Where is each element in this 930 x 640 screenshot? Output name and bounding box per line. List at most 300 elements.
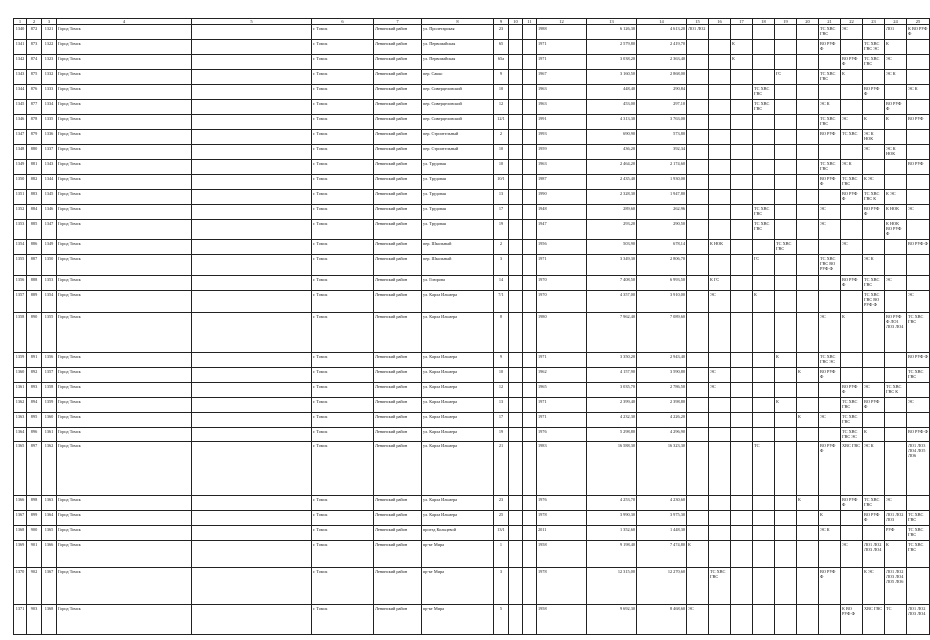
table-cell: 876 [27,85,42,100]
table-cell: К [775,353,797,368]
table-cell [509,25,523,40]
table-cell: ТС ХВС ГВС [907,526,930,541]
table-cell [841,568,863,605]
column-number: 21 [819,19,841,25]
table-cell [797,240,819,255]
table-cell: 4 157,90 [587,368,637,383]
table-cell: Ленинский район [374,605,422,635]
table-cell: ТС ХВС ГВС [753,100,775,115]
table-cell [192,511,312,526]
table-cell: г. Томск [312,85,374,100]
table-cell: 14 [494,276,509,291]
table-cell: 1971 [537,398,587,413]
table-cell: 878 [27,115,42,130]
table-cell: г. Томск [312,526,374,541]
table-cell: 3 590,80 [637,368,687,383]
table-cell: Город Томск [57,145,192,160]
table-cell: К ЭС [863,568,885,605]
table-cell: Ленинский район [374,100,422,115]
table-cell: 293,20 [587,220,637,240]
table-row [14,55,930,70]
table-cell: ул. Пролетарская [422,25,494,40]
table-cell: Город Томск [57,511,192,526]
table-cell [509,240,523,255]
table-cell: ул. Карла Ильмера [422,353,494,368]
table-cell [687,160,709,175]
table-cell: ТС ХВС ГВС [753,85,775,100]
table-cell: ул. Карла Ильмера [422,413,494,428]
table-cell: К [797,496,819,511]
table-cell [775,442,797,496]
table-cell: Ленинский район [374,496,422,511]
table-cell [709,70,731,85]
table-cell: Ленинский район [374,398,422,413]
table-cell: Город Томск [57,190,192,205]
table-cell: ЭС [907,398,930,413]
table-cell: К ЭС [885,190,907,205]
table-cell [775,276,797,291]
table-cell: г. Томск [312,313,374,353]
table-cell [192,40,312,55]
table-cell: г. Томск [312,70,374,85]
table-cell: 7 962,40 [587,313,637,353]
table-cell: К [775,398,797,413]
table-cell: ТС ХВС ГВС [907,313,930,353]
table-cell: 3 975,30 [637,511,687,526]
table-cell [819,291,841,313]
table-cell: Город Томск [57,25,192,40]
table-cell: 2 [494,130,509,145]
table-cell [775,413,797,428]
table-cell: ул. Гоюрова [422,276,494,291]
table-cell: пер. Строительный [422,145,494,160]
table-cell: 1971 [537,40,587,55]
table-cell: ЭС [819,220,841,240]
column-number: 12 [537,19,587,25]
table-cell: 3 160,50 [587,70,637,85]
table-cell: ТС ХВС ГВС [907,368,930,383]
table-cell [192,160,312,175]
table-cell [863,25,885,40]
table-cell: 1 930,00 [637,175,687,190]
table-cell: Ленинский район [374,205,422,220]
table-cell: 2 419,70 [637,40,687,55]
table-cell [819,276,841,291]
table-cell: 1971 [537,55,587,70]
table-cell [731,145,753,160]
table-cell [863,526,885,541]
table-cell [509,205,523,220]
table-cell: 1368 [14,526,27,541]
table-cell [509,442,523,496]
table-row [14,190,930,205]
table-cell: 884 [27,205,42,220]
table-cell [819,496,841,511]
table-cell [819,383,841,398]
column-number: 4 [57,19,192,25]
table-cell [753,313,775,353]
table-cell [523,413,537,428]
table-row [14,413,930,428]
table-cell [523,175,537,190]
table-cell [509,568,523,605]
table-cell: 1342 [14,55,27,70]
table-cell: г. Томск [312,541,374,568]
table-cell: 1350 [42,255,57,276]
table-cell: 1971 [537,353,587,368]
table-cell: 3 350,20 [587,353,637,368]
table-cell: пер. Сакко [422,70,494,85]
table-cell: г. Томск [312,255,374,276]
table-cell: ЭС [841,240,863,255]
table-cell [709,115,731,130]
table-cell: г. Томск [312,511,374,526]
table-cell: ЭС К [819,526,841,541]
table-cell [797,145,819,160]
table-cell [523,291,537,313]
table-cell [509,175,523,190]
table-cell [709,220,731,240]
table-cell: 16 323,30 [637,442,687,496]
table-cell [523,205,537,220]
table-row [14,368,930,383]
table-cell [885,353,907,368]
table-cell: Ленинский район [374,428,422,442]
table-cell [907,55,930,70]
table-cell: ЛО1 [885,25,907,40]
table-cell [731,398,753,413]
table-cell [863,368,885,383]
table-cell [907,496,930,511]
table-cell [523,383,537,398]
column-number: 9 [494,19,509,25]
table-cell [192,220,312,240]
table-cell [885,428,907,442]
table-cell: 880 [27,145,42,160]
table-cell: 3 [494,568,509,605]
table-cell: Город Томск [57,276,192,291]
table-cell [819,398,841,413]
table-cell: 1321 [42,25,57,40]
table-cell: ТС [753,442,775,496]
table-cell [523,40,537,55]
table-cell: ул. Трудовая [422,205,494,220]
table-cell: К [885,40,907,55]
table-cell: 1365 [14,442,27,496]
table-cell [797,541,819,568]
table-cell: ТС ХВС ГВС [819,25,841,40]
table-cell [731,313,753,353]
table-cell [753,115,775,130]
table-cell [797,175,819,190]
table-cell: ЭС [709,383,731,398]
table-cell [907,255,930,276]
table-cell [523,276,537,291]
table-cell: 1343 [14,70,27,85]
table-cell: 10 [494,85,509,100]
table-cell: ЭС [885,55,907,70]
table-cell: Город Томск [57,313,192,353]
table-cell: пер. Сиверцеловский [422,85,494,100]
table-cell: ТС ХВС ГВС К [863,190,885,205]
table-row [14,568,930,605]
table-cell [819,85,841,100]
table-cell [841,368,863,383]
table-cell: ВО РУФ Ф [863,85,885,100]
table-cell: пер. Строительный [422,130,494,145]
table-cell: 13 [494,398,509,413]
table-cell [509,541,523,568]
table-cell: 1366 [14,496,27,511]
table-cell [775,383,797,398]
table-row [14,541,930,568]
table-cell [797,40,819,55]
table-cell: Город Томск [57,496,192,511]
table-cell: 1361 [14,383,27,398]
table-cell [797,255,819,276]
table-cell [885,255,907,276]
table-cell: 889 [27,291,42,313]
table-cell [687,85,709,100]
table-cell: Ленинский район [374,145,422,160]
table-row [14,605,930,635]
table-cell [885,291,907,313]
table-cell: 881 [27,160,42,175]
table-cell [797,115,819,130]
table-cell [753,568,775,605]
table-cell: ул. Карла Ильмера [422,428,494,442]
table-cell [687,175,709,190]
table-cell: 1340 [14,25,27,40]
table-cell [709,175,731,190]
table-cell: 1970 [537,291,587,313]
table-cell: РУФ [885,526,907,541]
table-cell: ЭС [841,25,863,40]
table-cell [687,55,709,70]
table-cell [797,291,819,313]
table-cell [753,175,775,190]
column-number: 17 [731,19,753,25]
table-cell: 1 448,30 [637,526,687,541]
table-cell [819,541,841,568]
table-cell [753,160,775,175]
table-cell [687,100,709,115]
table-cell: ЭС [907,291,930,313]
table-cell: г. Томск [312,160,374,175]
table-cell: 1978 [537,568,587,605]
table-cell [509,115,523,130]
table-cell [709,413,731,428]
table-cell: Город Томск [57,240,192,255]
table-cell: 1371 [14,605,27,635]
table-cell: ТС ХВС ГВС [863,276,885,291]
table-cell [687,368,709,383]
table-cell: Город Томск [57,115,192,130]
table-cell [731,526,753,541]
table-cell: ВО РУФ Ф [819,442,841,496]
table-cell: ВО РУФ Ф ЛО1 ЛО3 ЛО4 [885,313,907,353]
table-cell: 1978 [537,511,587,526]
table-cell: г. Томск [312,115,374,130]
table-cell [797,25,819,40]
table-cell [192,240,312,255]
table-cell: 8 468,60 [637,605,687,635]
table-cell: 3 349,30 [587,255,637,276]
table-cell: 1357 [42,368,57,383]
table-cell [523,313,537,353]
table-cell: 1963 [537,85,587,100]
table-cell [753,526,775,541]
table-cell: 678,14 [637,240,687,255]
table-cell [753,383,775,398]
table-cell [731,255,753,276]
table-cell: 1356 [42,353,57,368]
table-cell: 1352 [14,205,27,220]
column-number: 16 [709,19,731,25]
table-cell [885,368,907,383]
table-cell [192,353,312,368]
table-cell: 1363 [14,413,27,428]
table-cell: ГС [753,255,775,276]
table-cell: 1368 [42,605,57,635]
table-cell: 7/1 [494,291,509,313]
table-cell [775,130,797,145]
table-cell: ул. Первомайская [422,40,494,55]
table-cell [509,55,523,70]
table-cell: 1348 [14,145,27,160]
table-cell: Ленинский район [374,568,422,605]
table-cell: 1347 [14,130,27,145]
table-cell [907,220,930,240]
table-cell: К НОК ВО РУФ Ф [885,220,907,240]
table-cell [863,413,885,428]
table-cell: Ленинский район [374,255,422,276]
table-cell: ЛО1 ЛО2 ЛО3 [885,511,907,526]
table-cell: 4 357,00 [587,291,637,313]
table-cell [509,368,523,383]
table-cell [509,511,523,526]
table-cell [509,526,523,541]
table-cell [523,115,537,130]
table-cell [753,413,775,428]
table-cell [523,160,537,175]
table-cell [885,85,907,100]
table-cell: 5 298,80 [587,428,637,442]
table-cell: 1990 [537,190,587,205]
table-cell: ул. Карла Ильмера [422,511,494,526]
table-cell [687,383,709,398]
table-cell: 900 [27,526,42,541]
table-cell [523,568,537,605]
table-cell [753,368,775,383]
table-cell: Ленинский район [374,368,422,383]
table-cell [775,205,797,220]
table-row [14,160,930,175]
table-cell: пр-кт Мира [422,541,494,568]
table-cell [797,70,819,85]
table-cell [753,240,775,255]
table-cell: 1947 [537,220,587,240]
table-cell: 886 [27,240,42,255]
column-number: 18 [753,19,775,25]
table-cell [797,383,819,398]
column-number: 6 [312,19,374,25]
column-number: 24 [885,19,907,25]
table-cell: Ленинский район [374,175,422,190]
table-cell: ТС ХВС ГВС [819,115,841,130]
table-cell: ТС ХВС ГВС [775,240,797,255]
table-cell [731,25,753,40]
table-cell: ул. Первомайская [422,55,494,70]
table-cell: г. Томск [312,205,374,220]
table-cell: 2 806,70 [637,255,687,276]
table-cell: 1355 [14,255,27,276]
table-cell: пр-кт Мира [422,605,494,635]
column-number: 7 [374,19,422,25]
column-number: 15 [687,19,709,25]
table-cell [709,496,731,511]
table-cell: К [797,368,819,383]
table-cell [731,276,753,291]
table-cell: 1365 [42,526,57,541]
table-cell: ТС ХВС ГВС ВО РУФ Ф [819,255,841,276]
table-cell [687,130,709,145]
table-row [14,511,930,526]
table-cell: 1358 [14,313,27,353]
table-row [14,291,930,313]
table-cell [192,100,312,115]
table-cell: 17 [494,413,509,428]
table-cell: г. Томск [312,496,374,511]
table-cell: 1963 [537,160,587,175]
table-cell [687,70,709,85]
table-cell [775,190,797,205]
table-cell: Ленинский район [374,85,422,100]
table-cell: ЭС [709,291,731,313]
table-cell [509,413,523,428]
table-row [14,130,930,145]
table-cell [775,568,797,605]
table-cell [907,40,930,55]
column-number: 11 [523,19,537,25]
table-cell [523,496,537,511]
table-cell: 392,34 [637,145,687,160]
table-cell [509,40,523,55]
table-cell [509,70,523,85]
table-cell [709,190,731,205]
table-cell [753,353,775,368]
table-cell [797,605,819,635]
table-cell [863,240,885,255]
table-cell: 12 315,00 [587,568,637,605]
table-cell [192,605,312,635]
table-cell [687,526,709,541]
table-cell: 1350 [14,175,27,190]
table-cell: ЭС [819,313,841,353]
table-cell [731,190,753,205]
table-cell: 2 868,00 [637,70,687,85]
table-cell: К ЭС [863,175,885,190]
table-cell: 4 230,60 [637,496,687,511]
table-cell [192,175,312,190]
table-cell: ЛО1 ЛО2 ЛО3 ЛО4 ЛО5 ЛО6 [885,568,907,605]
table-cell [192,383,312,398]
table-cell [753,190,775,205]
table-cell: 21 [494,442,509,496]
table-cell: 1336 [42,130,57,145]
table-cell: К [863,115,885,130]
table-cell [753,428,775,442]
